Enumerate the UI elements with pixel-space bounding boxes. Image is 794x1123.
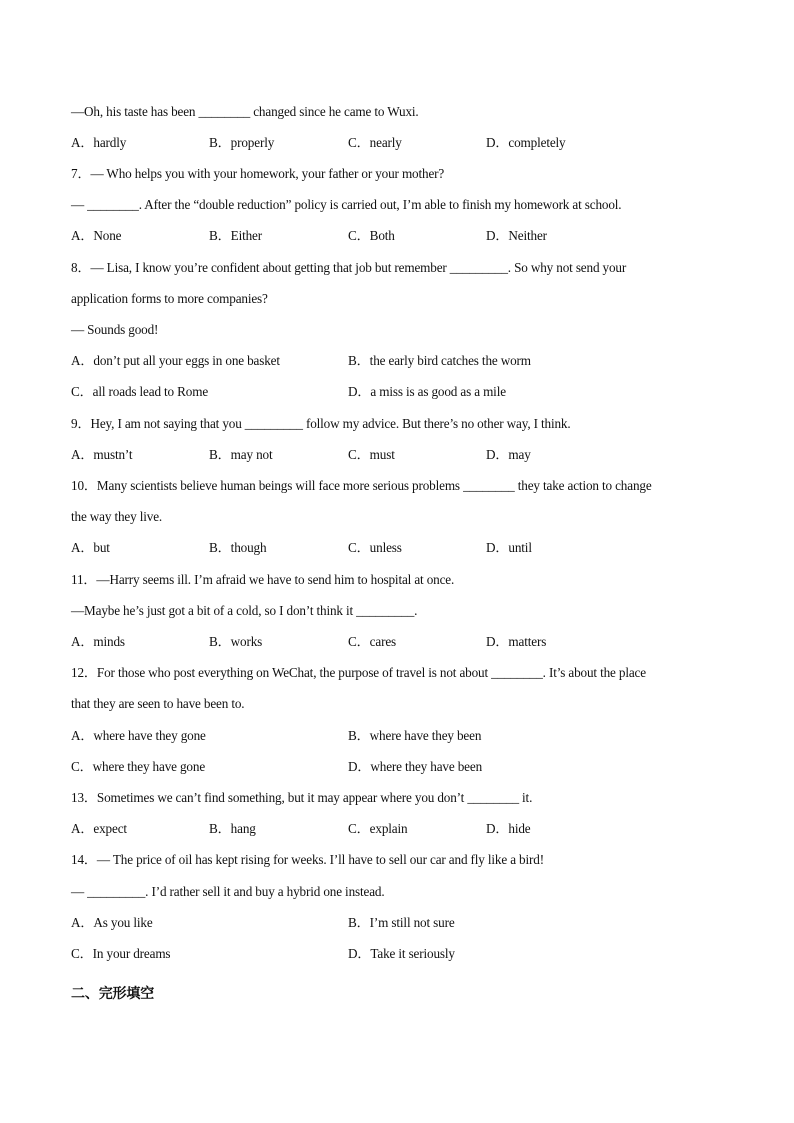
q13-option-d: D．hide xyxy=(486,821,531,836)
q6-option-a: A．hardly xyxy=(71,135,127,150)
q14-option-d: D．Take it seriously xyxy=(348,946,455,961)
question-10-stem: 10．Many scientists believe human beings will face more serious problems ________ they take action to change xyxy=(71,478,652,493)
question-12-stem-cont: that they are seen to have been to. xyxy=(71,696,245,711)
question-10-stem-cont: the way they live. xyxy=(71,509,163,524)
q9-option-c: C．must xyxy=(348,447,395,462)
q10-option-d: D．until xyxy=(486,540,532,555)
question-13-stem: 13．Sometimes we can’t find something, but it may appear where you don’t ________ it. xyxy=(71,790,533,805)
q13-option-b: B．hang xyxy=(209,821,256,836)
q9-option-a: A．mustn’t xyxy=(71,447,133,462)
q10-option-a: A．but xyxy=(71,540,110,555)
q9-option-b: B．may not xyxy=(209,447,273,462)
question-7-reply: — ________. After the “double reduction” policy is carried out, I’m able to finish my homework at school. xyxy=(71,197,622,212)
q12-option-b: B．where have they been xyxy=(348,728,482,743)
q13-option-a: A．expect xyxy=(71,821,127,836)
q7-option-c: C．Both xyxy=(348,228,395,243)
question-9-stem: 9．Hey, I am not saying that you _________ follow my advice. But there’s no other way, I think. xyxy=(71,416,571,431)
q8-option-d: D．a miss is as good as a mile xyxy=(348,384,506,399)
question-11-reply: —Maybe he’s just got a bit of a cold, so I don’t think it _________. xyxy=(71,603,418,618)
q12-option-c: C．where they have gone xyxy=(71,759,206,774)
q6-option-c: C．nearly xyxy=(348,135,402,150)
q8-option-c: C．all roads lead to Rome xyxy=(71,384,209,399)
q7-option-d: D．Neither xyxy=(486,228,547,243)
question-8-reply: — Sounds good! xyxy=(71,322,159,337)
q11-option-a: A．minds xyxy=(71,634,125,649)
section-heading: 二、完形填空 xyxy=(71,986,155,1002)
q7-option-b: B．Either xyxy=(209,228,263,243)
q14-option-b: B．I’m still not sure xyxy=(348,915,455,930)
q10-option-b: B．though xyxy=(209,540,267,555)
question-8-stem-cont: application forms to more companies? xyxy=(71,291,268,306)
q14-option-c: C．In your dreams xyxy=(71,946,171,961)
q14-option-a: A．As you like xyxy=(71,915,153,930)
question-6-stem: —Oh, his taste has been ________ changed since he came to Wuxi. xyxy=(71,104,419,119)
q7-option-a: A．None xyxy=(71,228,122,243)
question-7-stem: 7．— Who helps you with your homework, your father or your mother? xyxy=(71,166,445,181)
q9-option-d: D．may xyxy=(486,447,531,462)
q11-option-c: C．cares xyxy=(348,634,397,649)
q10-option-c: C．unless xyxy=(348,540,402,555)
q6-option-b: B．properly xyxy=(209,135,275,150)
question-14-stem: 14．— The price of oil has kept rising for weeks. I’ll have to sell our car and fly like a bird! xyxy=(71,852,544,867)
q6-option-d: D．completely xyxy=(486,135,566,150)
q8-option-b: B．the early bird catches the worm xyxy=(348,353,531,368)
q12-option-a: A．where have they gone xyxy=(71,728,206,743)
q13-option-c: C．explain xyxy=(348,821,408,836)
q11-option-d: D．matters xyxy=(486,634,547,649)
question-11-stem: 11．—Harry seems ill. I’m afraid we have to send him to hospital at once. xyxy=(71,572,455,587)
question-8-stem: 8．— Lisa, I know you’re confident about getting that job but remember _________. So why not send your xyxy=(71,260,627,275)
q11-option-b: B．works xyxy=(209,634,263,649)
question-12-stem: 12．For those who post everything on WeChat, the purpose of travel is not about ________. It’s about the place xyxy=(71,665,646,680)
q8-option-a: A．don’t put all your eggs in one basket xyxy=(71,353,280,368)
q12-option-d: D．where they have been xyxy=(348,759,483,774)
question-14-reply: — _________. I’d rather sell it and buy a hybrid one instead. xyxy=(71,884,385,899)
